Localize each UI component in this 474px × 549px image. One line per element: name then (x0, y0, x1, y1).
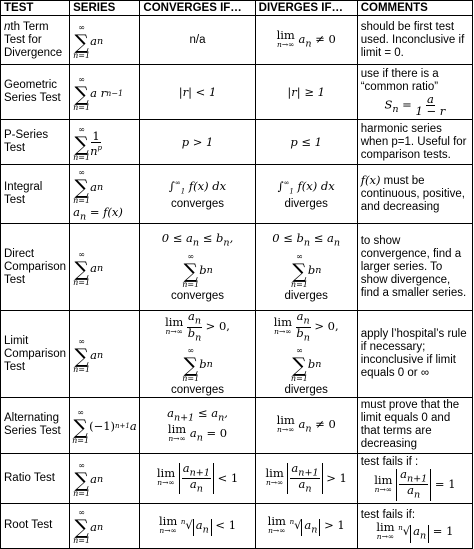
test-name: nth Term Test for Divergence (1, 16, 70, 65)
comments-cell: test fails if : lim n→∞ $\frac{a_{n+1}}{a_n}$ = 1 (357, 453, 472, 503)
header-test: TEST (1, 1, 70, 16)
series-cell: ∞ ∑ n=1 a n (70, 224, 140, 311)
test-name: Limit Comparison Test (1, 311, 70, 398)
converges-cell: lim n→∞ $^n$√ $a_n < 1$ (140, 503, 255, 548)
table-row (1, 165, 473, 224)
converges-cell: lim n→∞ $\frac{a_n}{b_n}$ > 0, ∞ ∑ n=1 b n converges (140, 311, 255, 398)
converges-cell: p > 1 (140, 120, 255, 165)
comments-cell: use if there is a “common ratio” $S_n$ = $\frac{a}{1 - r}$ (357, 65, 472, 120)
table-row (1, 311, 473, 398)
diverges-cell: p ≤ 1 (255, 120, 357, 165)
series-cell: ∞ ∑ n=1 (−1) n+1 a (70, 397, 140, 453)
table-row (1, 453, 473, 503)
comments-cell: harmonic series when p=1. Useful for comparison tests. (357, 120, 472, 165)
test-name: Ratio Test (1, 453, 70, 503)
series-cell: ∞ ∑ n=1 a n (70, 453, 140, 503)
comments-cell: test fails if: lim n→∞ $^n$√ $a_n = 1$ (357, 503, 472, 548)
header-diverges: DIVERGES IF… (255, 1, 357, 16)
series-cell: ∞ ∑ n=1 a n (70, 311, 140, 398)
converges-cell: $0 \le a_n \le b_n$, ∞ ∑ n=1 b n converges (140, 224, 255, 311)
diverges-cell: $\int^\infty_1$ f(x) dx diverges (255, 165, 357, 224)
diverges-cell: lim n→∞ $\frac{a_n}{b_n}$ > 0, ∞ ∑ n=1 b n diverges (255, 311, 357, 398)
header-converges: CONVERGES IF… (140, 1, 255, 16)
series-cell: ∞ ∑ n=1 a r n−1 (70, 65, 140, 120)
table-row (1, 120, 473, 165)
test-name: Root Test (1, 503, 70, 548)
diverges-cell: lim n→∞ $^n$√ $a_n > 1$ (255, 503, 357, 548)
table-row (1, 224, 473, 311)
comments-cell: must prove that the limit equals 0 and that terms are decreasing (357, 397, 472, 453)
converges-cell: $\int^\infty_1$ f(x) dx converges (140, 165, 255, 224)
table-row (1, 16, 473, 65)
diverges-cell: lim n→∞ $\frac{a_{n+1}}{a_n}$ > 1 (255, 453, 357, 503)
table-row (1, 503, 473, 548)
header-row (1, 1, 473, 16)
converges-cell: $a_{n+1} \le a_n$, lim n→∞ $a_n = 0$ (140, 397, 255, 453)
test-name: Direct Comparison Test (1, 224, 70, 311)
header-series: SERIES (70, 1, 140, 16)
series-cell: ∞ ∑ n=1 a n $a_n = f(x)$ (70, 165, 140, 224)
table-row (1, 65, 473, 120)
diverges-cell: $0 \le b_n \le a_n$ ∞ ∑ n=1 b n diverges (255, 224, 357, 311)
diverges-cell: |r| ≥ 1 (255, 65, 357, 120)
comments-cell: to show convergence, find a larger series. To show divergence, find a smaller series. (357, 224, 472, 311)
diverges-cell: lim n→∞ $a_n \ne 0$ (255, 16, 357, 65)
series-cell: ∞ ∑ n=1 a n (70, 503, 140, 548)
converges-cell: lim n→∞ $\frac{a_{n+1}}{a_n}$ < 1 (140, 453, 255, 503)
diverges-cell: lim n→∞ $a_n \ne 0$ (255, 397, 357, 453)
header-comments: COMMENTS (357, 1, 472, 16)
series-cell: ∞ ∑ n=1 a n (70, 16, 140, 65)
test-name: P-Series Test (1, 120, 70, 165)
test-name: Alternating Series Test (1, 397, 70, 453)
comments-cell: apply l’hospital’s rule if necessary; inconclusive if limit equals 0 or ∞ (357, 311, 472, 398)
test-name: Geometric Series Test (1, 65, 70, 120)
converges-cell: n/a (140, 16, 255, 65)
converges-cell: |r| < 1 (140, 65, 255, 120)
comments-cell: should be first test used. Inconclusive if limit = 0. (357, 16, 472, 65)
series-cell: ∞ ∑ n=1 $\frac{1}{n^p}$ (70, 120, 140, 165)
table-row (1, 397, 473, 453)
test-name: Integral Test (1, 165, 70, 224)
comments-cell: f(x) must be continuous, positive, and decreasing (357, 165, 472, 224)
